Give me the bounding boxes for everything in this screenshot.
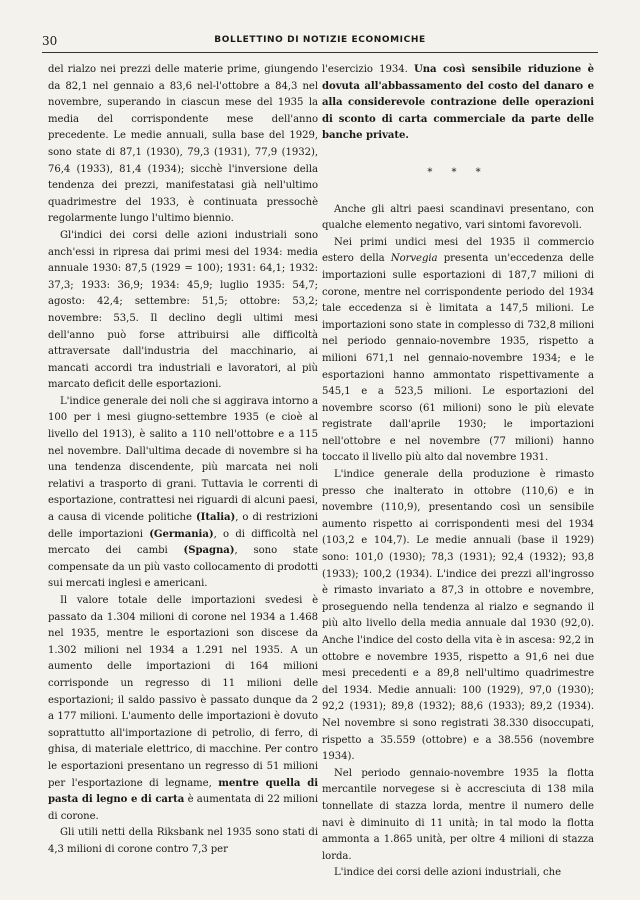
country-spagna: (Spagna) [183, 545, 235, 557]
text-run: , o di difficoltà nel mercato dei cambi [48, 528, 318, 557]
section-separator: * * * [427, 166, 489, 178]
paragraph [322, 235, 594, 467]
country-italia: (Italia) [195, 512, 236, 524]
text-run: l'esercizio 1934. [322, 64, 414, 75]
paragraph: Anche gli altri paesi scandinavi presentano, con qualche elemento negativo, vari sintomi favorevoli. [322, 203, 594, 232]
text-run: Il valore totale delle importazioni svedesi è passato da 1.304 milioni di corone nel 1934 a 1.468 nel 1935, mentre le esportazioni son discese da 1.302 milioni nel 1934 a 1.291 nel 1935. A un aumento delle importazioni di 164 milioni corrisponde un regresso di 11 milioni delle esportazioni; il saldo passivo è passato dunque da 2 a 177 milioni. L'aumento delle importazioni è dovuto soprattutto all'importazione di petrolio, di ferro, di ghisa, di materiale elettrico, di macchine. Per contro le esportazioni presentano un regresso di 51 milioni per l'esportazione di legname, [48, 595, 318, 789]
paragraph: Gl'indici dei corsi delle azioni industriali sono anch'essi in ripresa dai primi mesi del 1934: media annuale 1930: 87,5 (1929 = 100); 1931: 64,1; 1932: 37,3; 1933: 36,9; 1934: 45,9; luglio 1935: 54,7; agosto: 42,4; settembre: 51,5; ottobre: 53,2; novembre: 53,5. Il declino degli ultimi mesi dell'anno può forse attribuirsi alle difficoltà attraversate dall'industria del macchinario, ai mancati accordi tra industriali e lavoratori, al più marcato deficit delle esportazioni. [48, 229, 318, 391]
text-run: Nei primi undici mesi del 1935 il commercio estero della [322, 236, 594, 265]
text-run: presenta un'eccedenza delle importazioni sulle esportazioni di 187,7 milioni di corone, mentre nel corrispondente periodo del 1934 tale eccedenza si è limitata a 147,5 milioni. Le importazioni sono state in complesso di 732,8 milioni nel periodo gennaio-novembre 1935, rispetto a milioni 671,1 nel gennaio-novembre 1934; e le esportazioni hanno ammontato rispettivamente a 545,1 e a 523,5 milioni. Le esportazioni del novembre scorso (61 milioni) sono le più elevate registrate dall'aprile 1930; le importazioni nell'ottobre e nel novembre (77 milioni) hanno toccato il livello più alto dal novembre 1931. [322, 253, 594, 464]
paragraph: del rialzo nei prezzi delle materie prime, giungendo da 82,1 nel gennaio a 83,6 nel-l'ottobre a 84,3 nel novembre, superando in ciascun mese del 1935 la media del corrispondente mese dell'anno precedente. Le medie annuali, sulla base del 1929, sono state di 87,1 (1930), 79,3 (1931), 77,9 (1932), 76,4 (1933), 81,4 (1934); sicchè l'inversione della tendenza dei prezzi, manifestatasi già nell'ultimo quadrimestre del 1933, è continuata pressochè regolarmente lungo l'ultimo biennio. [48, 64, 318, 225]
text-run: è aumentata di 22 milioni di corone. [48, 794, 319, 822]
running-title: BOLLETTINO DI NOTIZIE ECONOMICHE [214, 35, 426, 45]
paragraph [322, 62, 594, 145]
page-number: 30 [42, 34, 58, 48]
paragraph: L'indice dei corsi delle azioni industriali, che [334, 867, 562, 879]
page-header [42, 34, 598, 53]
right-column [322, 62, 594, 882]
country-germania: (Germania) [149, 528, 214, 540]
text-run: , o di restrizioni delle importazioni [48, 512, 318, 540]
paragraph: L'indice generale della produzione è rimasto presso che inalterato in ottobre (110,6) e in novembre (110,9), presentando così un sensibile aumento rispetto ai corrispondenti mesi del 1934 (103,2 e 104,7). Le medie annuali (base il 1929) sono: 101,0 (1930); 78,3 (1931); 92,4 (1932); 93,8 (1933); 100,2 (1934). L'indice dei prezzi all'ingrosso è rimasto invariato a 87,3 in ottobre e novembre, proseguendo nella tendenza al rialzo e segnando il più alto livello della media annuale dal 1930 (92,0). Anche l'indice del costo della vita è in ascesa: 92,2 in ottobre e novembre 1935, rispetto a 91,6 nei due mesi precedenti e a 89,8 nell'ultimo quadrimestre del 1934. Medie annuali: 100 (1929), 97,0 (1930); 92,2 (1931); 89,8 (1932); 88,6 (1933); 89,2 (1934). Nel novembre si sono registrati 38.330 disoccupati, rispetto a 35.559 (ottobre) e a 38.556 (novembre 1934). [322, 469, 594, 763]
text-run: , sono state compensate da un più vasto collocamento di prodotti sui mercati inglesi e americani. [48, 545, 318, 590]
bold-text: mentre quella di pasta di legno e di carta [48, 777, 318, 806]
paragraph: Gli utili netti della Riksbank nel 1935 sono stati di 4,3 milioni di corone contro 7,3 per [48, 827, 318, 855]
paragraph [48, 593, 318, 825]
paragraph: Nel periodo gennaio-novembre 1935 la flotta mercantile norvegese si è accresciuta di 138 mila tonnellate di stazza lorda, mentre il numero delle navi è diminuito di 11 unità; in tal modo la flotta ammonta a 1.865 unità, per oltre 4 milioni di stazza lorda. [322, 767, 594, 862]
paragraph [48, 394, 318, 593]
text-run: L'indice generale dei noli che si aggirava intorno a 100 per i mesi giugno-settembre 1935 (e cioè al livello del 1913), è salito a 110 nell'ottobre e a 115 nel novembre. Dall'ultima decade di novembre si ha una tendenza discendente, più marcata nei noli relativi a trasporto di grani. Tuttavia le correnti di esportazione, contrattesi nei riguardi di alcuni paesi, a causa di vicende politiche [48, 395, 318, 524]
left-column [48, 62, 318, 859]
country-norvegia: Norvegia [390, 253, 438, 265]
bold-text: Una così sensibile riduzione è dovuta all'abbassamento del costo del danaro e alla considerevole contrazione delle operazioni di sconto di carta commerciale da parte delle banche private. [322, 64, 595, 142]
